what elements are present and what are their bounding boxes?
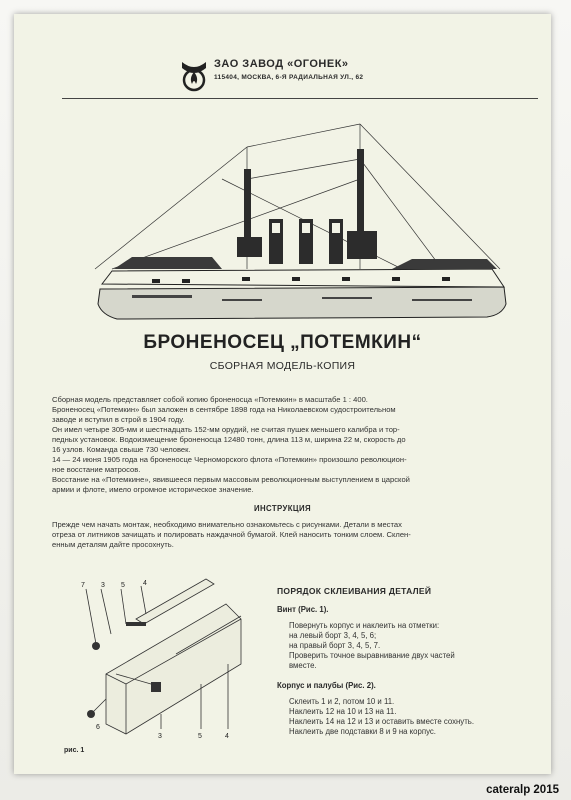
screw-step: на левый борт 3, 4, 5, 6;	[289, 631, 377, 640]
hull-section-title: Корпус и палубы (Рис. 2).	[277, 681, 376, 690]
screw-step: Повернуть корпус и наклеить на отметки:	[289, 621, 440, 630]
description-line: 14 — 24 июня 1905 года на броненосце Черноморского флота «Потемкин» произошло революцион-	[52, 455, 407, 464]
hull-step: Наклеить две подставки 8 и 9 на корпус.	[289, 727, 436, 736]
diagram-label: 5	[198, 733, 202, 740]
photo-watermark: cateralp 2015	[486, 784, 559, 796]
description-line: Он имел четыре 305-мм и шестнадцать 152-мм орудий, не считая пушек меньшего калибра и тор-	[52, 425, 400, 434]
company-name: ЗАО ЗАВОД «ОГОНЕК»	[214, 58, 349, 70]
description-line: педных установок. Водоизмещение броненосца 12480 тонн, длина 113 м, ширина 22 м, скорость до	[52, 435, 406, 444]
diagram-label: 4	[225, 733, 229, 740]
diagram-label: 4	[143, 580, 147, 587]
instruction-sheet	[14, 14, 551, 774]
diagram-label: 6	[96, 724, 100, 731]
description-line: армии и флоте, имело огромное историческое значение.	[52, 485, 254, 494]
instruction-line: енным деталям дайте просохнуть.	[52, 540, 174, 549]
diagram-label: 3	[158, 733, 162, 740]
diagram-label: 3	[101, 582, 105, 589]
description-line: Броненосец «Потемкин» был заложен в сентябре 1898 года на Николаевском судостроительном	[52, 405, 396, 414]
battleship-drawing	[92, 119, 512, 337]
instruction-line: Прежде чем начать монтаж, необходимо внимательно ознакомьтесь с рисунками. Детали в местах	[52, 520, 402, 529]
hull-step: Наклеить 12 на 10 и 13 на 11.	[289, 707, 397, 716]
company-address: 115404, МОСКВА, 6-Я РАДИАЛЬНАЯ УЛ., 62	[214, 74, 364, 81]
assembly-diagram	[66, 574, 266, 749]
header-divider	[62, 98, 538, 99]
model-subtitle: СБОРНАЯ МОДЕЛЬ-КОПИЯ	[209, 360, 356, 372]
screw-step: Проверить точное выравнивание двух частей	[289, 651, 455, 660]
model-title: БРОНЕНОСЕЦ „ПОТЕМКИН“	[143, 332, 422, 353]
screw-section-title: Винт (Рис. 1).	[277, 605, 329, 614]
description-line: заводе и вступил в строй в 1904 году.	[52, 415, 185, 424]
hull-step: Наклеить 14 на 12 и 13 и оставить вместе сохнуть.	[289, 717, 474, 726]
diagram-label: 5	[121, 582, 125, 589]
instruction-line: отреза от литников зачищать и полировать наждачной бумагой. Клей наносить тонким слоем. Склен-	[52, 530, 411, 539]
screw-step: на правый борт 3, 4, 5, 7.	[289, 641, 381, 650]
hull-step: Склеить 1 и 2, потом 10 и 11.	[289, 697, 395, 706]
factory-logo-icon	[179, 56, 209, 94]
description-line: Восстание на «Потемкине», явившееся первым массовым революционным выступлением в царской	[52, 475, 410, 484]
figure-caption: рис. 1	[64, 747, 85, 754]
screw-step: вместе.	[289, 661, 317, 670]
instructions-heading: ИНСТРУКЦИЯ	[253, 504, 312, 513]
description-line: ное восстание матросов.	[52, 465, 141, 474]
gluing-order-heading: ПОРЯДОК СКЛЕИВАНИЯ ДЕТАЛЕЙ	[277, 586, 432, 596]
description-line: 16 узлов. Команда свыше 730 человек.	[52, 445, 191, 454]
diagram-label: 7	[81, 582, 85, 589]
description-line: Сборная модель представляет собой копию броненосца «Потемкин» в масштабе 1 : 400.	[52, 395, 368, 404]
